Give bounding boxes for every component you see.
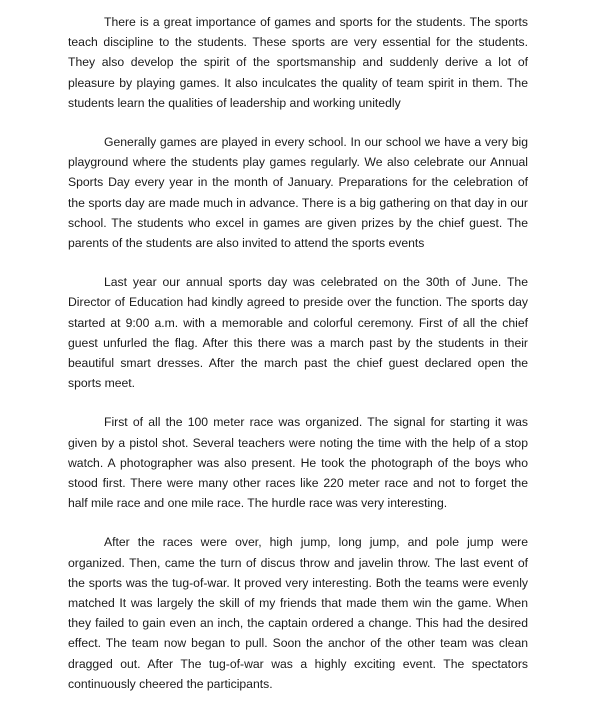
paragraph-3: Last year our annual sports day was celebrated on the 30th of June. The Director of Education had kindly agreed to preside over the function. The sports day started at 9:00 a.m. with a memorable and colorful ceremony. First of all the chief guest unfurled the flag. After this there was a march past by the students in their beautiful smart dresses. After the march past the chief guest declared open the sports meet.	[68, 275, 528, 391]
paragraph-1: There is a great importance of games and sports for the students. The sports teach discipline to the students. These sports are very essential for the students. They also develop the spirit of the sportsmanship and suddenly derive a lot of pleasure by playing games. It also inculcates the quality of team spirit in them. The students learn the qualities of leadership and working unitedly	[68, 15, 528, 110]
paragraph-2: Generally games are played in every school. In our school we have a very big playground where the students play games regularly. We also celebrate our Annual Sports Day every year in the month of January. Preparations for the celebration of the sports day are made much in advance. There is a big gathering on that day in our school. The students who excel in games are given prizes by the chief guest. The parents of the students are also invited to attend the sports events	[68, 135, 528, 251]
document-body	[68, 12, 528, 713]
paragraph-5: After the races were over, high jump, long jump, and pole jump were organized. Then, came the turn of discus throw and javelin throw. The last event of the sports was the tug-of-war. It proved very interesting. Both the teams were evenly matched It was largely the skill of my friends that made them win the game. When they failed to gain even an inch, the captain ordered a change. This had the desired effect. The team now began to pull. Soon the anchor of the other team was clean dragged out. After The tug-of-war was a highly exciting event. The spectators continuously cheered the participants.	[68, 535, 528, 691]
paragraph-4: First of all the 100 meter race was organized. The signal for starting it was given by a pistol shot. Several teachers were noting the time with the help of a stop watch. A photographer was also present. He took the photograph of the boys who stood first. There were many other races like 220 meter race and not to forget the half mile race and one mile race. The hurdle race was very interesting.	[68, 415, 528, 511]
